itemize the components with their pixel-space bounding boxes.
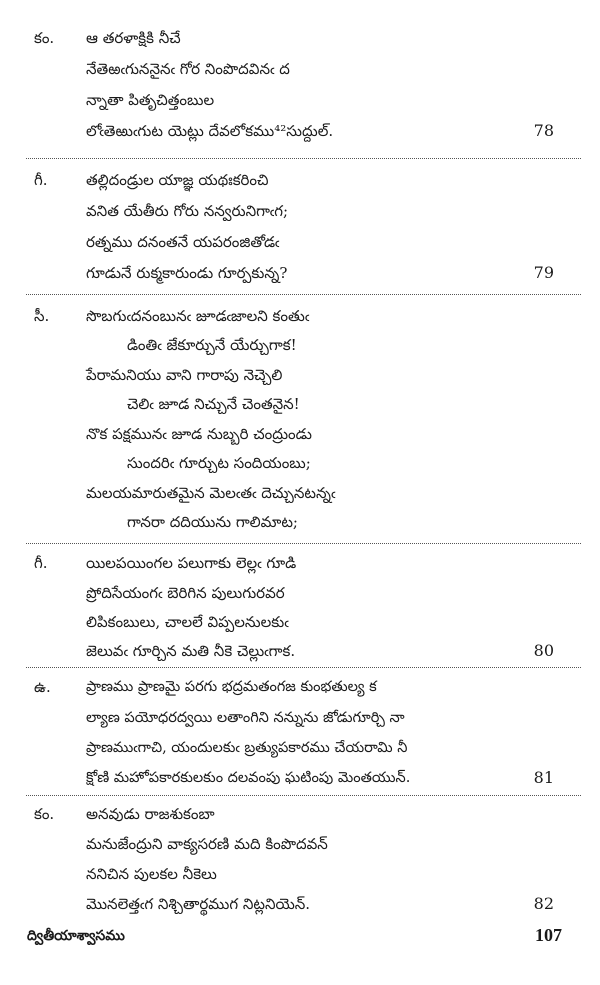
verse-line: రత్నము దనంతనే యపరంజితోడఁ xyxy=(86,233,280,251)
stanza-divider xyxy=(26,795,581,796)
meter-label: కం. xyxy=(34,29,55,47)
verse-line: న్నాతా పితృచిత్తంబుల xyxy=(86,91,215,109)
stanza-divider xyxy=(26,294,581,295)
page-number: 107 xyxy=(535,925,562,945)
verse-line: క్షోణి మహోపకారకులకుం దలవంపు ఘటింపు మెంతయున్. xyxy=(86,770,411,786)
verse-line: జెలువఁ గూర్చిన మతి నీకె చెల్లుఁగాక. xyxy=(86,642,296,660)
verse-number: 81 xyxy=(533,768,554,787)
verse-line: నొక పక్షమునఁ జూడ నుబ్బరి చంద్రుండు xyxy=(86,425,312,443)
verse-line: ప్రాణముఁగాచి, యందులకుఁ బ్రత్యుపకారము చేయరామి నీ xyxy=(86,740,408,756)
meter-label: సీ. xyxy=(34,307,50,325)
verse-line: పేరామనియు వాని గారాపు నెచ్చెలి xyxy=(86,366,283,384)
verse-line: మనుజేంద్రుని వాక్యసరణి మది కింపొదవన్ xyxy=(86,835,328,853)
meter-label: కం. xyxy=(34,805,55,823)
verse-line: మొనలెత్తఁగ నిశ్చితార్థముగ నిట్లనియెన్. xyxy=(86,895,311,913)
verse-number: 82 xyxy=(533,894,554,913)
chapter-title: ద్వితీయాశ్వాసము xyxy=(27,928,125,944)
verse-line: అనవుడు రాజశుకంబా xyxy=(86,805,215,823)
verse-line: లోఁతెఱుఁగుట యెట్లు దేవలోకము⁴²సుద్దుల్. xyxy=(86,122,334,140)
meter-label: గీ. xyxy=(34,171,48,189)
verse-line: యిలపయింగల పలుగాకు లెల్లఁ గూడి xyxy=(86,554,297,572)
verse-line: సుందరిఁ గూర్చుట సందియంబు; xyxy=(127,454,311,472)
verse-line: మలయమారుతమైన మెలఁతఁ దెచ్చునటన్నఁ xyxy=(86,484,336,502)
verse-line: లిపికంబులు, చాలలే విప్పలనులకుఁ xyxy=(86,613,289,631)
meter-label: ఉ. xyxy=(34,678,51,696)
verse-line: వనిత యేతీరు గోరు నన్వరునిగాఁగ; xyxy=(86,202,289,220)
verse-line: ఆ తరళాక్షికి నీచే xyxy=(86,29,181,47)
verse-line: ప్రోదిసేయంగఁ బెరిగిన పులుగురవర xyxy=(86,584,285,602)
verse-line: గూడునే రుక్మకారుండు గూర్పకున్న? xyxy=(86,264,288,282)
meter-label: గీ. xyxy=(34,554,48,572)
verse-line: ల్యాణ పయోధరద్వయి లతాంగిని నన్నును జోడుగూర్చి నా xyxy=(86,710,405,726)
verse-number: 78 xyxy=(533,121,554,140)
verse-line: చెలిఁ జూడ నిచ్చునే చెంతనైన! xyxy=(127,395,300,413)
stanza-divider xyxy=(26,667,581,668)
verse-line: డింతిఁ జేకూర్చునే యేర్చుగాక! xyxy=(127,336,297,354)
verse-line: ననిచిన పులకల నీకెలు xyxy=(86,865,217,883)
verse-line: సొబగుఁదనంబునఁ జూడఁజాలని కంతుఁ xyxy=(86,307,310,325)
verse-line: ప్రాణము ప్రాణమై పరగు భద్రమతంగజ కుంభతుల్య క xyxy=(86,679,377,695)
verse-line: నేతెఱఁగుననైనఁ గోర నింపొదవినఁ ద xyxy=(86,60,290,78)
verse-line: తల్లిదండ్రుల యాజ్ఞ యథఃకరించి xyxy=(86,171,269,189)
stanza-divider xyxy=(26,158,581,159)
stanza-divider xyxy=(26,543,581,544)
verse-line: గానరా దదియును గాలిమాట; xyxy=(127,513,298,531)
verse-number: 80 xyxy=(533,641,554,660)
verse-number: 79 xyxy=(533,263,554,282)
